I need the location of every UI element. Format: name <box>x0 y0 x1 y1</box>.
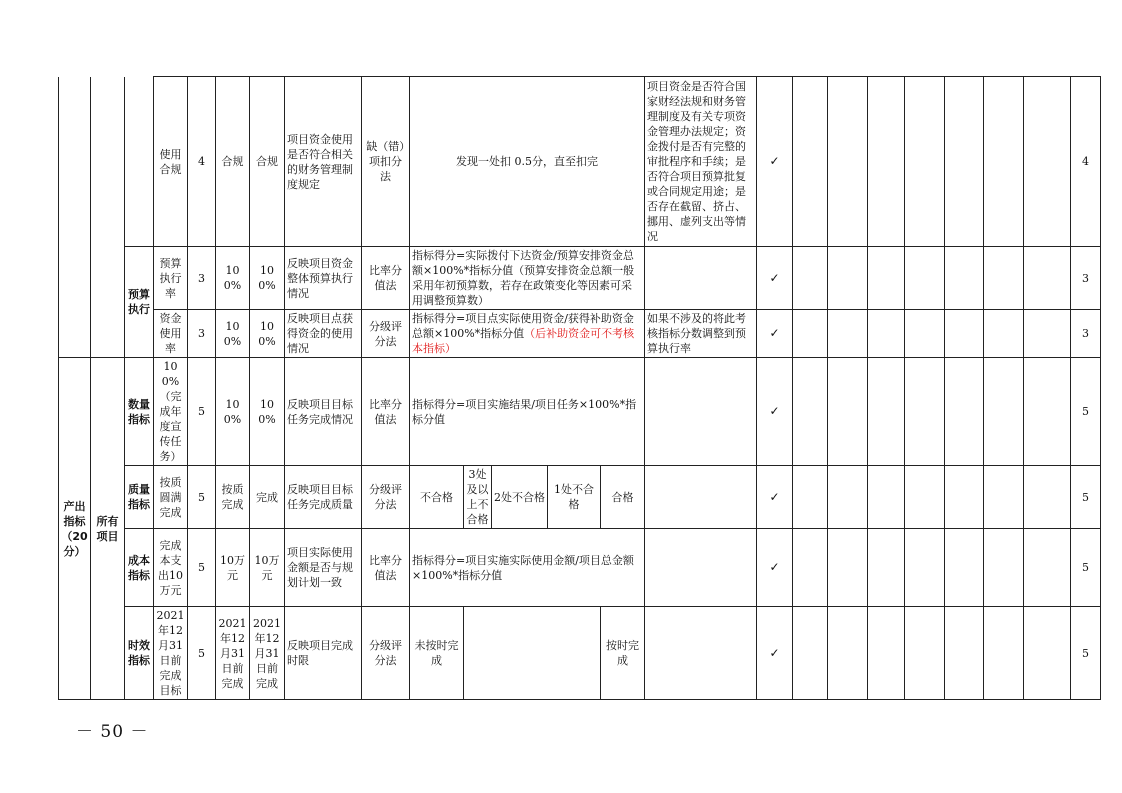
grade-cell: 3处及以上不合格 <box>464 466 492 529</box>
scoring-method: 分级评分法 <box>362 607 410 700</box>
actual-value: 合规 <box>250 77 285 247</box>
indicator-description: 项目资金使用是否符合相关的财务管理制度规定 <box>285 77 362 247</box>
indicator-name: 按质圆满完成 <box>154 466 188 529</box>
weight: 4 <box>188 77 216 247</box>
table-row <box>59 247 1101 310</box>
score: 4 <box>1071 77 1101 247</box>
score: 5 <box>1071 529 1101 607</box>
scoring-method: 缺（错）项扣分法 <box>362 77 410 247</box>
scoring-method: 分级评分法 <box>362 466 410 529</box>
scoring-method: 比率分值法 <box>362 358 410 466</box>
score: 3 <box>1071 247 1101 310</box>
actual-value: 100% <box>250 358 285 466</box>
indicator-name: 预算执行率 <box>154 247 188 310</box>
check-mark: ✓ <box>757 358 793 466</box>
indicator-description: 反映项目完成时限 <box>285 607 362 700</box>
target-value: 按质完成 <box>216 466 250 529</box>
actual-value: 完成 <box>250 466 285 529</box>
table-row <box>59 607 1101 700</box>
level2-cell <box>125 77 154 247</box>
level1-cell <box>59 77 91 358</box>
check-mark: ✓ <box>757 310 793 358</box>
indicator-name: 100%（完成年度宣传任务） <box>154 358 188 466</box>
level1-cell: 产出指标（20分） <box>59 358 91 700</box>
remarks <box>645 607 757 700</box>
indicator-name: 使用合规 <box>154 77 188 247</box>
actual-value: 10万元 <box>250 529 285 607</box>
weight: 5 <box>188 466 216 529</box>
target-value: 100% <box>216 358 250 466</box>
check-mark: ✓ <box>757 247 793 310</box>
score: 3 <box>1071 310 1101 358</box>
scoring-criteria <box>410 310 645 358</box>
indicator-description: 反映项目目标任务完成质量 <box>285 466 362 529</box>
page-number: － 50 － <box>76 722 149 742</box>
table-row <box>59 466 1101 529</box>
criteria-text: 指标得分=项目点实际使用资金/获得补助资金总额×100%*指标分值 <box>412 312 634 340</box>
scoring-method: 分级评分法 <box>362 310 410 358</box>
score: 5 <box>1071 358 1101 466</box>
weight: 5 <box>188 607 216 700</box>
level2-cell: 成本指标 <box>125 529 154 607</box>
table-row <box>59 358 1101 466</box>
table-row <box>59 529 1101 607</box>
actual-value: 100% <box>250 310 285 358</box>
scoring-criteria: 指标得分=项目实施结果/项目任务×100%*指标分值 <box>410 358 645 466</box>
weight: 5 <box>188 358 216 466</box>
table-row <box>59 77 1101 247</box>
indicator-description: 反映项目目标任务完成情况 <box>285 358 362 466</box>
level2-cell: 质量指标 <box>125 466 154 529</box>
grade-cell: 未按时完成 <box>410 607 464 700</box>
target-value: 合规 <box>216 77 250 247</box>
level2-cell: 数量指标 <box>125 358 154 466</box>
weight: 3 <box>188 310 216 358</box>
scoring-criteria: 发现一处扣 0.5分，直至扣完 <box>410 77 645 247</box>
remarks: 项目资金是否符合国家财经法规和财务管理制度及有关专项资金管理办法规定；资金拨付是否有完整的审批程序和手续；是否符合项目预算批复或合同规定用途；是否存在截留、挤占、挪用、虚列支出等情况 <box>645 77 757 247</box>
grade-cell: 2处不合格 <box>492 466 548 529</box>
remarks: 如果不涉及的将此考核指标分数调整到预算执行率 <box>645 310 757 358</box>
target-value: 100% <box>216 247 250 310</box>
grade-cell: 合格 <box>601 466 645 529</box>
check-mark: ✓ <box>757 529 793 607</box>
check-mark: ✓ <box>757 607 793 700</box>
scope-cell: 所有项目 <box>91 358 125 700</box>
remarks <box>645 247 757 310</box>
indicator-name: 完成本支出10万元 <box>154 529 188 607</box>
grade-cell <box>464 607 601 700</box>
score: 5 <box>1071 466 1101 529</box>
target-value: 100% <box>216 310 250 358</box>
target-value: 10万元 <box>216 529 250 607</box>
scoring-criteria: 指标得分=项目实施实际使用金额/项目总金额×100%*指标分值 <box>410 529 645 607</box>
indicator-description: 项目实际使用金额是否与规划计划一致 <box>285 529 362 607</box>
table-row <box>59 310 1101 358</box>
criteria-red-note: （后补助资金可不考核本指标） <box>412 327 635 355</box>
level2-cell: 时效指标 <box>125 607 154 700</box>
weight: 5 <box>188 529 216 607</box>
evaluation-table <box>58 76 1101 700</box>
grade-cell: 1处不合格 <box>548 466 601 529</box>
check-mark: ✓ <box>757 466 793 529</box>
remarks <box>645 358 757 466</box>
indicator-description: 反映项目资金整体预算执行情况 <box>285 247 362 310</box>
check-mark: ✓ <box>757 77 793 247</box>
target-value: 2021年12月31日前完成 <box>216 607 250 700</box>
level2-cell: 预算执行 <box>125 247 154 358</box>
indicator-name: 资金使用率 <box>154 310 188 358</box>
weight: 3 <box>188 247 216 310</box>
actual-value: 2021年12月31日前完成 <box>250 607 285 700</box>
score: 5 <box>1071 607 1101 700</box>
scoring-method: 比率分值法 <box>362 247 410 310</box>
scope-cell <box>91 77 125 358</box>
actual-value: 100% <box>250 247 285 310</box>
grade-cell: 按时完成 <box>601 607 645 700</box>
remarks <box>645 466 757 529</box>
remarks <box>645 529 757 607</box>
grade-cell: 不合格 <box>410 466 464 529</box>
indicator-description: 反映项目点获得资金的使用情况 <box>285 310 362 358</box>
scoring-criteria: 指标得分=实际拨付下达资金/预算安排资金总额×100%*指标分值（预算安排资金总额一般采用年初预算数，若存在政策变化等因素可采用调整预算数） <box>410 247 645 310</box>
indicator-name: 2021年12月31日前完成目标 <box>154 607 188 700</box>
scoring-method: 比率分值法 <box>362 529 410 607</box>
